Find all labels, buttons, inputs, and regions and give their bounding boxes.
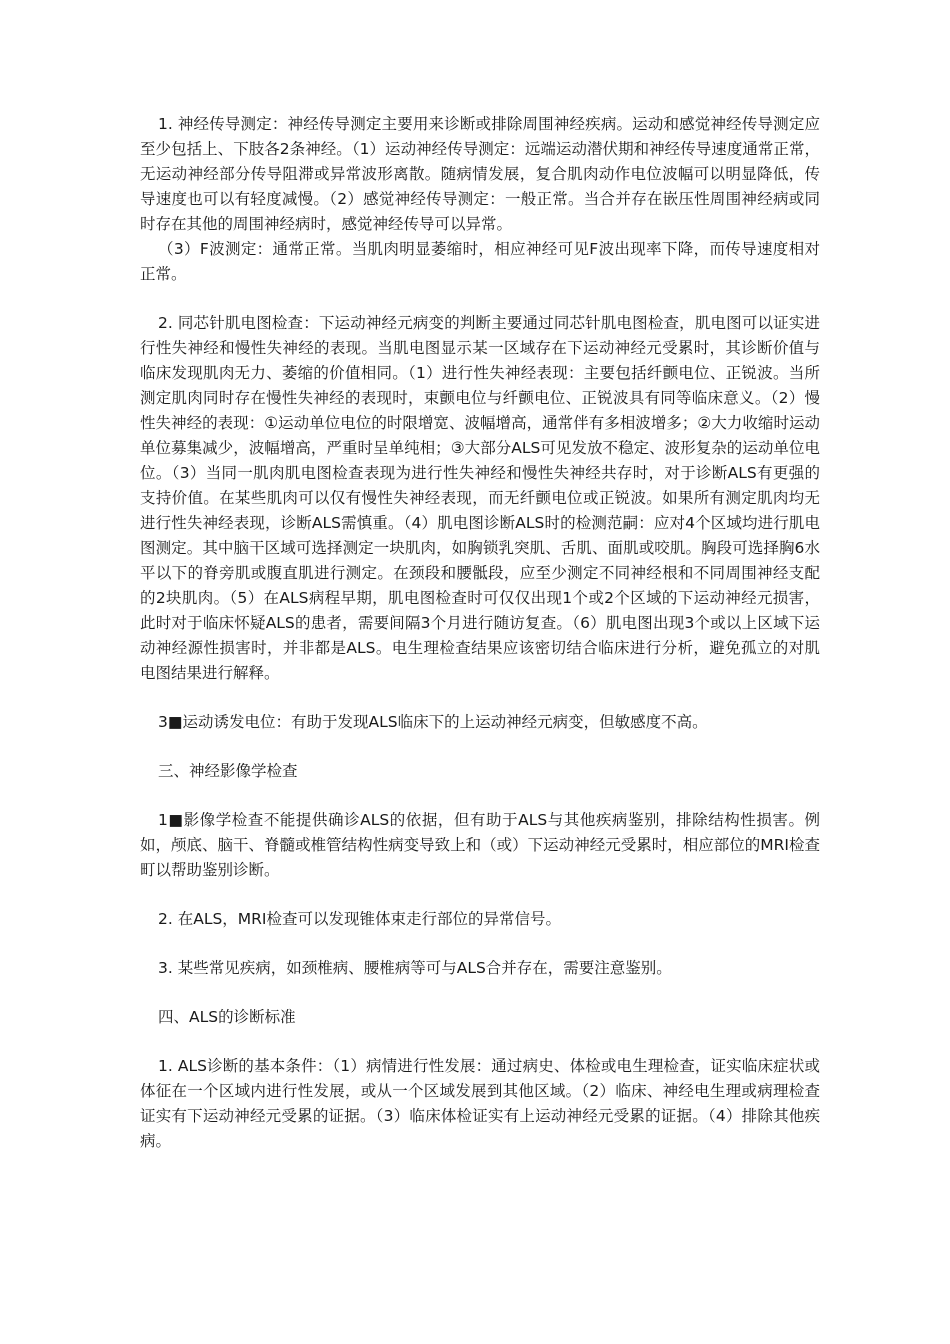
paragraph-nerve-conduction: 1. 神经传导测定：神经传导测定主要用来诊断或排除周围神经疾病。运动和感觉神经传导测定应至少包括上、下肢各2条神经。（1）运动神经传导测定：远端运动潜伏期和神经传导速度通常正常，无运动神经部分传导阻滞或异常波形离散。随病情发展，复合肌肉动作电位波幅可以明显降低，传导速度也可以有轻度减慢。（2）感觉神经传导测定：一般正常。当合并存在嵌压性周围神经病或同时存在其他的周围神经病时，感觉神经传导可以异常。: [140, 115, 820, 233]
paragraph-basic-conditions: 1. ALS诊断的基本条件：（1）病情进行性发展：通过病史、体检或电生理检查，证实临床症状或体征在一个区域内进行性发展，或从一个区域发展到其他区域。（2）临床、神经电生理或病理检查证实有下运动神经元受累的证据。（3）临床体检证实有上运动神经元受累的证据。（4）排除其他疾病。: [140, 1057, 820, 1150]
document-page: [140, 112, 820, 1178]
paragraph-needle-emg: 2. 同芯针肌电图检查：下运动神经元病变的判断主要通过同芯针肌电图检查，肌电图可以证实进行性失神经和慢性失神经的表现。当肌电图显示某一区域存在下运动神经元受累时，其诊断价值与临床发现肌肉无力、萎缩的价值相同。（1）进行性失神经表现：主要包括纤颤电位、正锐波。当所测定肌肉同时存在慢性失神经的表现时，束颤电位与纤颤电位、正锐波具有同等临床意义。（2）慢性失神经的表现：①运动单位电位的时限增宽、波幅增高，通常伴有多相波增多；②大力收缩时运动单位募集减少，波幅增高，严重时呈单纯相；③大部分ALS可见发放不稳定、波形复杂的运动单位电位。（3）当同一肌肉肌电图检查表现为进行性失神经和慢性失神经共存时，对于诊断ALS有更强的支持价值。在某些肌肉可以仅有慢性失神经表现，而无纤颤电位或正锐波。如果所有测定肌肉均无进行性失神经表现，诊断ALS需慎重。（4）肌电图诊断ALS时的检测范嗣：应对4个区域均进行肌电图测定。其中脑干区域可选择测定一块肌肉，如胸锁乳突肌、舌肌、面肌或咬肌。胸段可选择胸6水平以下的脊旁肌或腹直肌进行测定。在颈段和腰骶段，应至少测定不同神经根和不同周围神经支配的2块肌肉。（5）在ALS病程早期，肌电图检查时可仅仅出现1个或2个区域的下运动神经元损害，此时对于临床怀疑ALS的患者，需要间隔3个月进行随访复查。（6）肌电图出现3个或以上区域下运动神经源性损害时，并非都是ALS。电生理检查结果应该密切结合临床进行分析，避免孤立的对肌电图结果进行解释。: [140, 314, 820, 682]
section-heading-diagnostic-criteria: 四、ALS的诊断标准: [158, 1008, 296, 1026]
paragraph-f-wave: （3）F波测定：通常正常。当肌肉明显萎缩时，相应神经可见F波出现率下降，而传导速度相对正常。: [140, 240, 820, 283]
paragraph-imaging-3: 3. 某些常见疾病，如颈椎病、腰椎病等可与ALS合并存在，需要注意鉴别。: [158, 959, 672, 977]
paragraph-motor-evoked-potential: 3■运动诱发电位：有助于发现ALS临床下的上运动神经元病变，但敏感度不高。: [158, 713, 708, 731]
paragraph-imaging-2: 2. 在ALS，MRI检查可以发现锥体束走行部位的异常信号。: [158, 910, 562, 928]
paragraph-imaging-1: 1■影像学检查不能提供确诊ALS的依据，但有助于ALS与其他疾病鉴别，排除结构性损害。例如，颅底、脑干、脊髓或椎管结构性病变导致上和（或）下运动神经元受累时，相应部位的MRI检查町以帮助鉴别诊断。: [140, 811, 820, 879]
section-heading-neuroimaging: 三、神经影像学检查: [158, 762, 298, 780]
